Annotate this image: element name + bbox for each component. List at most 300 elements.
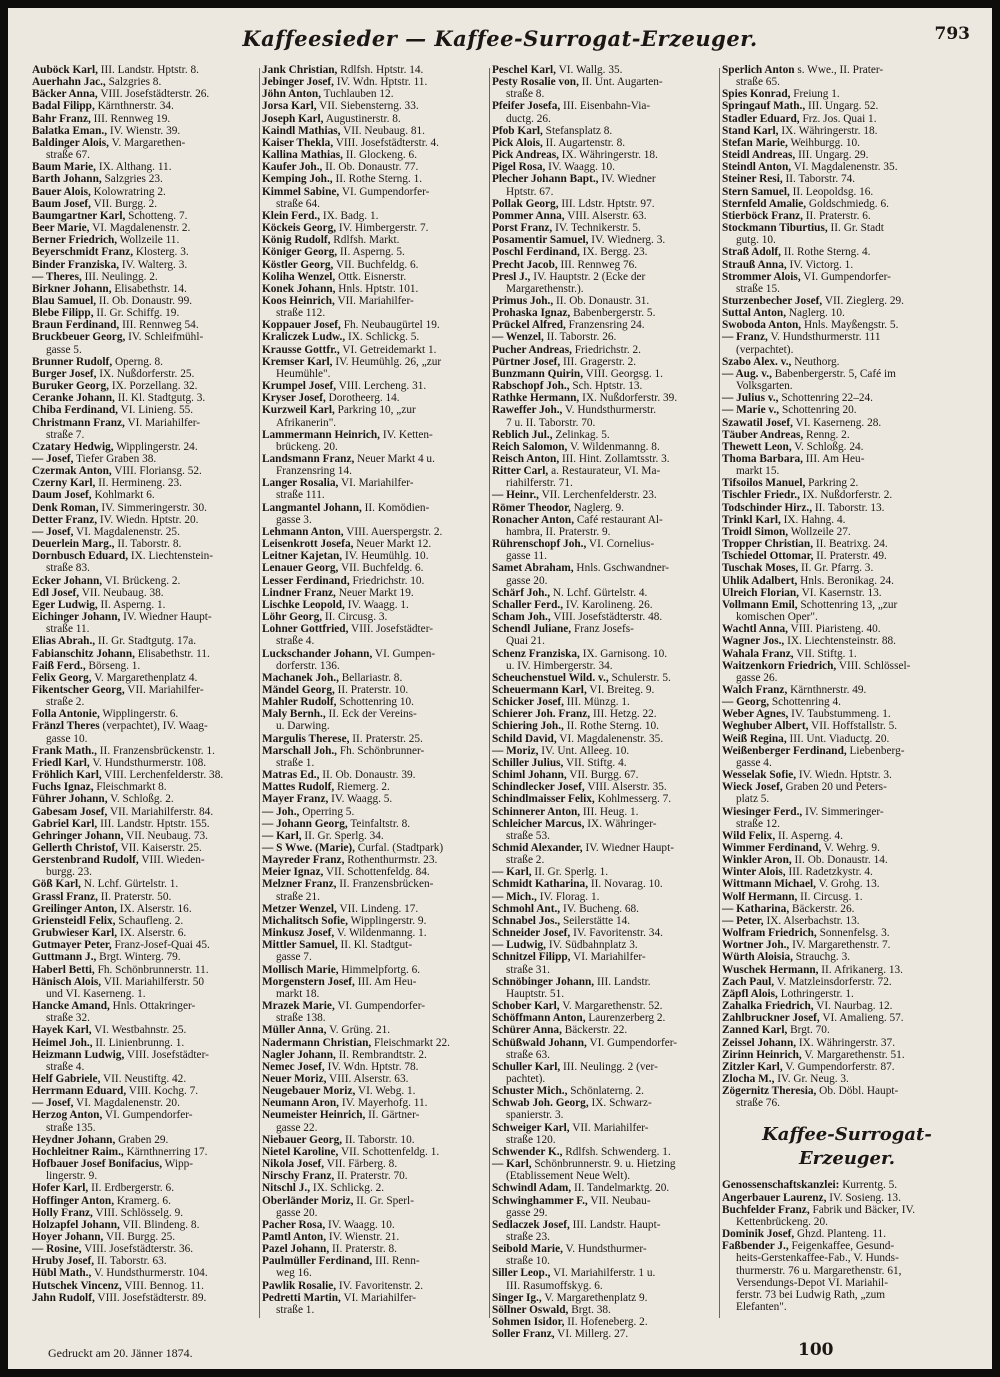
entry-name: Deuerlein Marg.,: [32, 538, 115, 551]
entry-address: II. Gr. Schiffg. 19.: [96, 307, 180, 320]
list-item: [492, 64, 718, 76]
entry-address: IX. Alserbachstr. 13.: [766, 914, 860, 927]
entry-name: Schmidt Katharina,: [492, 878, 589, 891]
entry-address: Naglerg. 9.: [573, 501, 625, 514]
list-item: [262, 246, 488, 258]
list-item: [492, 125, 718, 137]
list-item: [722, 1097, 972, 1109]
list-item: [722, 137, 972, 149]
entry-name: Thoma Barbara,: [722, 453, 803, 465]
list-item: [722, 1265, 972, 1277]
list-item: [722, 1085, 972, 1097]
entry-name: Prohaska Ignaz,: [492, 307, 571, 320]
list-item: [492, 210, 718, 222]
list-item: [722, 502, 972, 514]
list-item: [492, 818, 718, 830]
entry-address: V. Margarethenstr. 52.: [562, 1000, 663, 1013]
list-item: [722, 477, 972, 489]
list-item: [262, 854, 488, 866]
list-item: [262, 186, 488, 198]
entry-address: VI. Westbahnstr. 25.: [94, 1024, 187, 1037]
list-item: [492, 599, 718, 611]
entry-address: II. Rothe Sterng. 1.: [335, 173, 423, 186]
entry-address: IV. Südbahnplatz 3.: [548, 939, 638, 952]
entry-address: straße 83.: [46, 562, 90, 575]
list-item: [32, 964, 258, 976]
entry-address: Kettenbrückeng. 20.: [736, 1215, 828, 1228]
list-item: [32, 745, 258, 757]
entry-address: straße 1.: [276, 756, 315, 769]
entry-name: Czatary Hedwig,: [32, 440, 114, 453]
entry-name: Primus Joh.,: [492, 294, 554, 307]
list-item: [492, 1012, 718, 1024]
entry-name: Maly Bernh.,: [262, 708, 326, 721]
list-item: [492, 1267, 718, 1279]
list-item: [32, 1292, 258, 1304]
entry-name: — Joh.,: [262, 805, 300, 818]
entry-name: Hayek Karl,: [32, 1024, 92, 1037]
entry-name: Swoboda Anton,: [722, 319, 802, 332]
entry-address: III. Renn-: [375, 1255, 420, 1268]
list-item: [262, 635, 488, 647]
entry-address: IV. Karolineng. 26.: [565, 598, 653, 611]
list-item: [492, 1195, 718, 1207]
entry-address: Versendungs-Depot VI. Mariahil-: [736, 1276, 888, 1289]
entry-name: Denk Roman,: [32, 501, 99, 514]
entry-name: — Franz,: [722, 331, 768, 344]
list-item: [492, 1328, 718, 1340]
entry-address: Graben 29.: [118, 1133, 169, 1146]
entry-address: Wollzeile 11.: [119, 234, 180, 247]
entry-address: straße 10.: [506, 1255, 550, 1268]
entry-name: Göß Karl,: [32, 878, 81, 891]
entry-name: Szabo Alex. v.,: [722, 355, 792, 368]
entry-address: II. Linienbrunng. 1.: [95, 1036, 185, 1049]
entry-name: Czermak Anton,: [32, 465, 112, 478]
list-item: [722, 611, 972, 623]
entry-name: Reich Salomon,: [492, 440, 568, 453]
list-item: [262, 538, 488, 550]
entry-address: II. Circusg. 3.: [324, 611, 388, 624]
entry-address: platz 5.: [736, 793, 770, 806]
entry-address: VI. Mariahilfer-: [573, 951, 646, 964]
entry-name: Nikola Josef,: [262, 1158, 325, 1171]
entry-address: II. Rothe Sterng. 4.: [783, 246, 871, 259]
list-item: [722, 1204, 972, 1216]
entry-name: Schenz Franziska,: [492, 647, 580, 660]
entry-address: V. Wildenmanng. 8.: [569, 440, 660, 453]
entry-address: N. Lchf. Gürtelstr. 1.: [83, 878, 179, 891]
list-item: [722, 1289, 972, 1301]
list-item: [722, 234, 972, 246]
entry-name: Bäcker Anna,: [32, 88, 98, 101]
entry-address: II. Afrikanerg. 13.: [821, 963, 903, 976]
entry-name: Sohmen Isidor,: [492, 1316, 565, 1329]
list-item: [32, 1073, 258, 1085]
entry-address: IV. Florag. 1.: [539, 890, 600, 903]
entry-address: VII. Blindeng. 8.: [122, 1218, 200, 1231]
entry-address: II. Praterstr. 10.: [337, 683, 409, 696]
entry-address: VI. Amalieng. 57.: [822, 1012, 904, 1025]
entry-address: III. Unt. Viaductg. 20.: [789, 732, 890, 745]
list-item: [32, 891, 258, 903]
list-item: [262, 307, 488, 319]
entry-address: VI. Mariahilfer-: [343, 1291, 417, 1304]
list-item: [262, 210, 488, 222]
list-item: [722, 660, 972, 672]
list-item: [32, 161, 258, 173]
entry-address: VIII. Josefstädterstr. 26.: [100, 88, 210, 101]
entry-name: Mrazek Marie,: [262, 1000, 335, 1013]
list-item: [262, 684, 488, 696]
entry-name: — Marie v.,: [722, 404, 780, 417]
entry-name: Machanek Joh.,: [262, 671, 339, 684]
list-item: [492, 672, 718, 684]
entry-address: VIII. Josefstädterstr. 89.: [97, 1291, 207, 1304]
list-item: [32, 1037, 258, 1049]
entry-name: — Georg,: [722, 696, 770, 709]
list-item: [32, 1049, 258, 1061]
entry-name: Steidl Andreas,: [722, 149, 796, 162]
entry-name: Posamentir Samuel,: [492, 234, 589, 247]
column-4-entries: [722, 64, 972, 1109]
entry-address: VIII. Bennog. 11.: [124, 1279, 204, 1292]
entry-name: Herzog Anton,: [32, 1109, 103, 1122]
list-item: [722, 429, 972, 441]
list-item: [32, 1231, 258, 1243]
list-item: [32, 854, 258, 866]
list-item: [262, 1061, 488, 1073]
list-item: [492, 186, 718, 198]
entry-name: — Rosine,: [32, 1243, 82, 1256]
entry-address: straße 1.: [276, 1303, 315, 1316]
entry-name: Gerstenbrand Rudolf,: [32, 854, 139, 867]
list-item: [262, 1134, 488, 1146]
list-item: [722, 149, 972, 161]
entry-name: Mayer Franz,: [262, 793, 329, 806]
list-item: [32, 587, 258, 599]
entry-address: straße 112.: [276, 307, 326, 320]
list-item: [722, 186, 972, 198]
entry-address: Goldschmiedg. 6.: [808, 197, 889, 210]
entry-address: Fh. Schönbrunner-: [339, 744, 425, 757]
list-item: [262, 1304, 488, 1316]
list-item: [32, 1012, 258, 1024]
list-item: [262, 1255, 488, 1267]
list-item: [32, 878, 258, 890]
entry-name: — Karl,: [262, 829, 302, 842]
entry-name: Zögernitz Theresia,: [722, 1085, 817, 1098]
entry-name: Siller Leop.,: [492, 1267, 551, 1280]
entry-name: Schneider Josef,: [492, 927, 571, 940]
entry-name: Marschall Joh.,: [262, 744, 337, 757]
list-item: [492, 1280, 718, 1292]
entry-name: Schweiger Karl,: [492, 1121, 570, 1134]
entry-name: Troidl Simon,: [722, 525, 789, 538]
entry-name: Mollisch Marie,: [262, 963, 339, 976]
entry-name: Zitzler Karl,: [722, 1060, 783, 1073]
entry-address: VI. Gumpendorfer-: [341, 185, 430, 198]
entry-address: Naglerg. 10.: [788, 307, 845, 320]
entry-address: IV. Heumühlg. 10.: [344, 550, 429, 563]
list-item: [262, 441, 488, 453]
list-item: [722, 1216, 972, 1228]
entry-address: II. Taborstr. 8.: [117, 538, 182, 551]
entry-name: Heimel Joh.,: [32, 1036, 93, 1049]
entry-address: Augustinerstr. 8.: [325, 112, 401, 125]
page-number: 793: [934, 24, 970, 44]
entry-address: III. Landstr. Haupt-: [572, 1218, 661, 1231]
list-item: [32, 259, 258, 271]
directory-page: [8, 8, 992, 1369]
entry-address: Tiefer Graben 38.: [76, 453, 157, 465]
entry-address: V. Margarethenstr. 51.: [804, 1048, 905, 1061]
entry-address: II. Franzensbrückenstr. 1.: [99, 744, 215, 757]
entry-address: III. Rennweg 19.: [93, 112, 171, 125]
list-item: [492, 1219, 718, 1231]
entry-address: Parkring 2.: [808, 477, 859, 490]
list-item: [32, 417, 258, 429]
list-item: [722, 708, 972, 720]
entry-address: Ghzd. Planteng. 11.: [797, 1228, 887, 1241]
entry-address: Brgt. Winterg. 79.: [99, 951, 181, 964]
list-item: [262, 1182, 488, 1194]
list-item: [722, 550, 972, 562]
entry-name: Wimmer Ferdinand,: [722, 842, 822, 854]
entry-address: Brgt. 70.: [790, 1024, 830, 1037]
list-item: [492, 465, 718, 477]
entry-name: Tschiedel Ottomar,: [722, 550, 814, 563]
entry-name: Margulis Therese,: [262, 732, 350, 745]
entry-name: Wittmann Michael,: [722, 878, 816, 891]
list-item: [492, 380, 718, 392]
entry-address: VIII. Alserstr. 35.: [587, 781, 667, 794]
entry-address: IV. Wienstr. 39.: [109, 124, 181, 137]
entry-address: IX. Porzellang. 32.: [111, 380, 198, 393]
entry-name: Zeissel Johann,: [722, 1036, 797, 1049]
entry-address: Riemerg. 2.: [337, 781, 390, 794]
entry-address: Schulerstr. 5.: [611, 671, 671, 684]
entry-name: Eger Ludwig,: [32, 598, 98, 611]
entry-name: Wolf Hermann,: [722, 890, 798, 903]
entry-address: IV. Mayerhofg. 11.: [341, 1097, 428, 1110]
list-item: [722, 295, 972, 307]
entry-address: V. Margarethenplatz 4.: [94, 671, 198, 684]
list-item: [722, 733, 972, 745]
list-item: [262, 234, 488, 246]
list-item: [492, 842, 718, 854]
entry-address: VI. Magdalenenstr. 20.: [76, 1097, 180, 1110]
entry-name: Zahlbruckner Josef,: [722, 1012, 820, 1025]
entry-address: Hnls. Gschwandner-: [576, 562, 670, 575]
entry-address: III. Ungarg. 29.: [798, 149, 869, 162]
entry-address: IV. Walterg. 3.: [121, 258, 188, 271]
entry-name: Hochleitner Raim.,: [32, 1145, 124, 1158]
entry-address: II. Praterstr. 70.: [337, 1170, 408, 1183]
entry-name: — S Wwe. (Marie),: [262, 842, 355, 854]
entry-address: Neuthorg.: [794, 355, 840, 368]
list-item: [722, 173, 972, 185]
entry-address: Kärnthnerring 17.: [126, 1145, 208, 1158]
list-item: [32, 392, 258, 404]
list-item: [262, 818, 488, 830]
entry-name: Reblich Jul.,: [492, 428, 553, 441]
entry-name: Gabriel Karl,: [32, 817, 98, 830]
entry-name: Strauß Anna,: [722, 258, 787, 271]
list-item: [32, 356, 258, 368]
list-item: [262, 806, 488, 818]
list-item: [492, 1073, 718, 1085]
entry-name: Melzner Franz,: [262, 878, 337, 891]
entry-address: Hauptstr. 51.: [506, 987, 565, 1000]
list-item: [722, 526, 972, 538]
entry-address: II. Ob. Donaustr. 99.: [98, 294, 193, 307]
entry-name: — Karl,: [492, 1158, 532, 1171]
entry-address: hambra, II. Praterstr. 9.: [506, 525, 611, 538]
list-item: [262, 1243, 488, 1255]
entry-address: gasse 22.: [276, 1121, 318, 1134]
list-item: [722, 356, 972, 368]
entry-name: Griensteidl Felix,: [32, 914, 116, 927]
entry-address: Hnls. Mayßengstr. 5.: [803, 319, 899, 332]
list-item: [32, 1134, 258, 1146]
entry-name: Hübl Math.,: [32, 1267, 92, 1280]
entry-address: Brgt. 38.: [571, 1303, 611, 1316]
list-item: [262, 271, 488, 283]
list-item: [32, 137, 258, 149]
list-item: [492, 526, 718, 538]
list-item: [262, 611, 488, 623]
entry-address: II. Gr. Sperlg. 1.: [534, 866, 609, 879]
list-item: [492, 1304, 718, 1316]
entry-name: — Mich.,: [492, 890, 537, 903]
entry-name: Zach Paul,: [722, 975, 775, 988]
entry-address: V. Hundsthurmerstr. 108.: [92, 756, 207, 769]
list-item: [32, 222, 258, 234]
entry-address: Fh. Schönbrunnerstr. 11.: [97, 963, 209, 976]
entry-name: — Wenzel,: [492, 331, 544, 344]
list-item: [262, 259, 488, 271]
entry-name: Hruby Josef,: [32, 1255, 95, 1268]
entry-name: Führer Johann,: [32, 793, 108, 806]
list-item: [32, 599, 258, 611]
entry-address: Fleischmarkt 8.: [96, 781, 167, 794]
entry-name: Buchfelder Franz,: [722, 1203, 810, 1216]
entry-name: Winter Alois,: [722, 866, 786, 879]
entry-name: Würth Aloisia,: [722, 951, 793, 964]
entry-name: Dornbusch Eduard,: [32, 550, 129, 563]
entry-address: IX. Nußdorferstr. 39.: [582, 392, 678, 405]
entry-address: IV. Wienstr. 21.: [328, 1231, 400, 1243]
entry-name: Baum Josef,: [32, 197, 91, 210]
list-item: [32, 672, 258, 684]
list-item: [722, 757, 972, 769]
list-item: [722, 1228, 972, 1240]
entry-address: IV. Waagg. 10.: [548, 161, 615, 174]
entry-name: Schober Karl,: [492, 1000, 560, 1013]
entry-name: — Josef,: [32, 525, 74, 538]
list-item: [492, 441, 718, 453]
list-item: [262, 368, 488, 380]
list-item: [32, 271, 258, 283]
list-item: [262, 672, 488, 684]
entry-name: Wesselak Sofie,: [722, 769, 797, 782]
list-item: [262, 927, 488, 939]
list-item: [492, 477, 718, 489]
entry-address: II. Komödien-: [364, 501, 430, 514]
entry-address: IX. Althang. 11.: [98, 161, 172, 174]
list-item: [262, 149, 488, 161]
list-item: [262, 465, 488, 477]
entry-name: Hoffinger Anton,: [32, 1194, 115, 1207]
entry-address: V. Schloßg. 24.: [794, 440, 864, 453]
entry-address: VII. Neubau-: [590, 1194, 651, 1207]
list-item: [722, 915, 972, 927]
list-item: [492, 635, 718, 647]
entry-address: III. Rennweg 76.: [560, 258, 638, 271]
list-item: [492, 793, 718, 805]
list-item: [722, 1252, 972, 1264]
entry-address: VII. Mariahilfer-: [572, 1121, 649, 1134]
entry-address: VI. Mariahilferstr. 1 u.: [553, 1267, 656, 1280]
entry-name: Schiller Julius,: [492, 756, 564, 769]
entry-address: VI. Wallg. 35.: [558, 64, 623, 76]
entry-address: gasse 5.: [46, 343, 82, 356]
entry-address: Schottenring 22–24.: [781, 392, 873, 405]
entry-address: VIII. Lercheng. 31.: [338, 380, 427, 393]
entry-name: Klein Ferd.,: [262, 209, 321, 222]
entry-address: gasse 4.: [736, 756, 772, 769]
list-item: [492, 392, 718, 404]
list-item: [492, 295, 718, 307]
entry-address: Kolowratring 2.: [93, 185, 166, 198]
list-item: [262, 866, 488, 878]
entry-address: und VI. Kaserneng. 1.: [46, 987, 146, 1000]
list-item: [492, 1316, 718, 1328]
entry-name: Lesser Ferdinand,: [262, 574, 350, 587]
entry-address: Schaufleng. 2.: [118, 914, 184, 927]
entry-address: II. Gr. Stadt: [830, 222, 884, 235]
entry-address: Salzgries 23.: [104, 173, 163, 186]
entry-address: VII. Mariahilfer-: [337, 294, 414, 307]
entry-address: VII. Neubaug. 73.: [126, 829, 208, 842]
entry-address: IX. Alserstr. 6.: [119, 927, 187, 940]
list-item: [32, 526, 258, 538]
entry-address: V. Hundsthurmerstr.: [565, 404, 657, 417]
entry-address: u. Darwing.: [276, 720, 330, 733]
entry-address: Neuer Markt 12.: [356, 538, 432, 551]
list-item: [492, 1255, 718, 1267]
entry-address: markt 15.: [736, 465, 780, 478]
list-item: [262, 477, 488, 489]
entry-address: V. Matzleinsdorferstr. 72.: [776, 975, 892, 988]
list-item: [492, 976, 718, 988]
entry-address: straße 67.: [46, 149, 90, 162]
entry-address: VIII. Alserstr. 63.: [329, 1072, 409, 1085]
entry-name: — Katharina,: [722, 902, 790, 915]
entry-name: Leitner Kajetan,: [262, 550, 343, 563]
entry-address: II. Praterstr. 8.: [332, 1243, 397, 1256]
entry-name: Sturzenbecher Josef,: [722, 294, 823, 307]
entry-address: (Etablissement Neue Welt).: [506, 1170, 631, 1183]
entry-name: Zanned Karl,: [722, 1024, 788, 1037]
entry-address: IV. Sosieng. 13.: [829, 1191, 901, 1204]
list-item: [32, 113, 258, 125]
list-item: [262, 1037, 488, 1049]
entry-address: II. Eck der Vereins-: [328, 708, 417, 721]
entry-name: Fränzl Theres: [32, 720, 100, 733]
list-item: [492, 149, 718, 161]
